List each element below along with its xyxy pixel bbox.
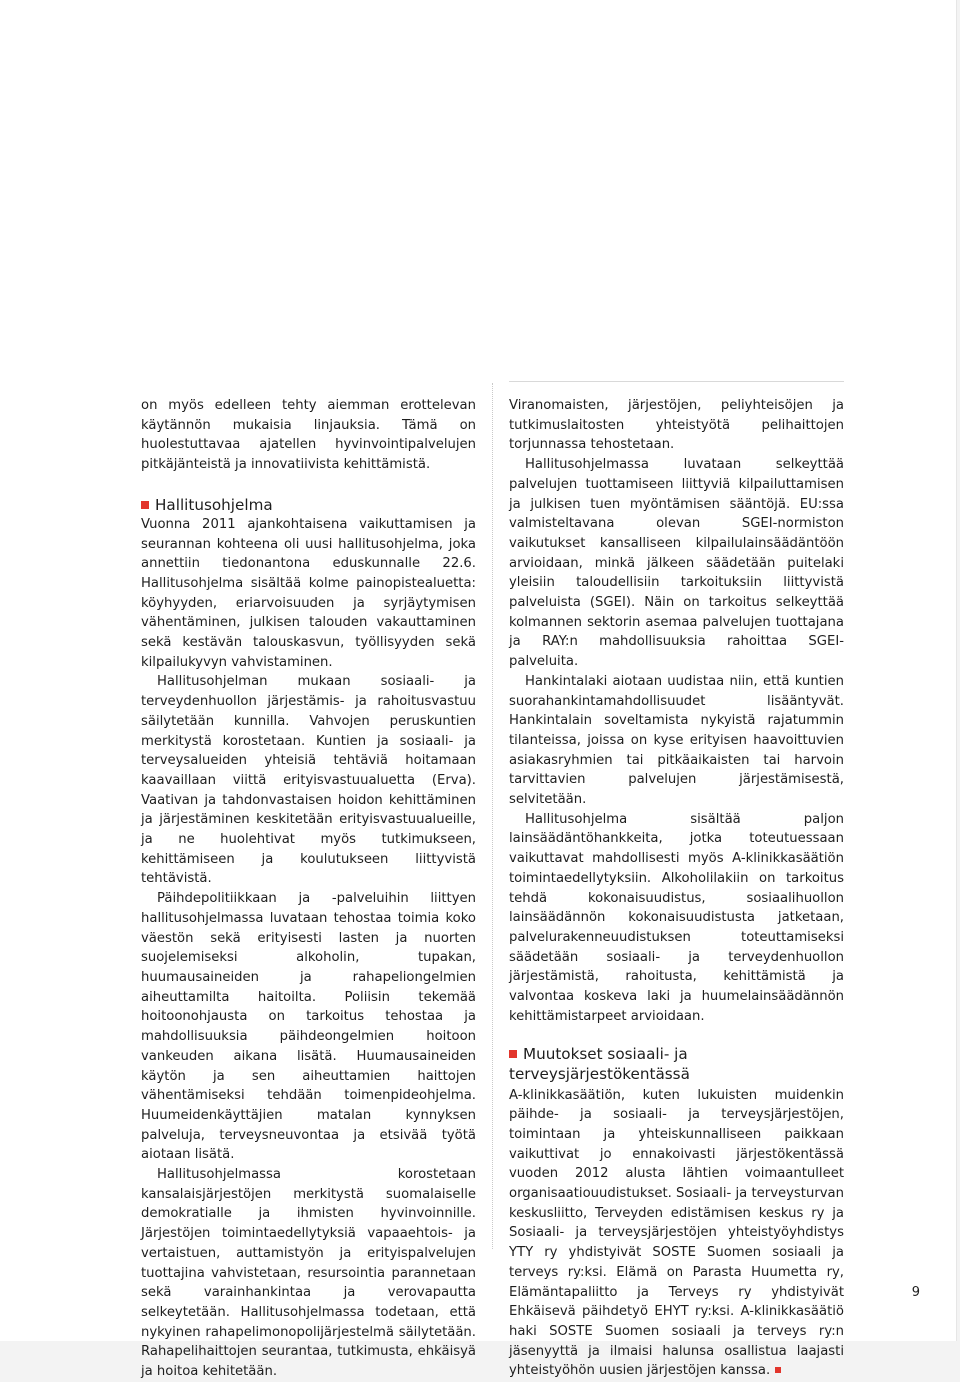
section-heading-text: Muutokset sosiaali- ja terveysjärjestökentässä <box>509 1044 690 1083</box>
paragraph <box>509 1086 844 1382</box>
page-number: 9 <box>911 1285 920 1300</box>
red-square-bullet-icon <box>509 1050 517 1058</box>
paragraph: Hallitusohjelmassa luvataan selkeyttää palvelujen tuottamiseen liittyviä kilpailuttamisen ja julkisen tuen myöntämisen sääntöjä. EU:ssa valmisteltavana olevan SGEI-normiston vaikutukset kansalliseen kilpailulainsäädäntöön arvioidaan, minkä jälkeen säädetään puitelaki yleisiin taloudellisiin tarkoituksiin liittyvistä palveluista (SGEI). Näin on tarkoitus selkeyttää kolmannen sektorin asemaa palvelujen tuottajana ja RAY:n mahdollisuuksia rahoittaa SGEI-palveluita. <box>509 457 844 670</box>
paragraph-text: A-klinikkasäätiön, kuten lukuisten muidenkin päihde- ja sosiaali- ja terveysjärjestöjen, toimintaan ja yhteiskunnalliseen paikkaan vaikuttivat jo ennakoivasti järjestökentässä vuoden 2012 alusta lähtien voimaantulleet organisaatiouudistukset. Sosiaali- ja terveysturvan keskusliitto, Terveyden edistämisen keskus ry ja Sosiaali- ja terveysjärjestöjen yhteistyöyhdistys YTY ry yhdistyivät SOSTE Suomen sosiaali ja terveys ry:ksi. Elämä on Parasta Huumetta ry, Elämäntapaliitto ja Terveys ry yhdistyivät Ehkäisevä päihdetyö EHYT ry:ksi. A-klinikkasäätiö haki SOSTE Suomen sosiaali ja terveys ry:n jäsenyyttä ja ilmaisi halunsa osallistua laajasti yhteistyöhön uusien järjestöjen kanssa. <box>509 1087 844 1379</box>
right-column <box>509 396 844 1381</box>
paragraph: Hallitusohjelman mukaan sosiaali- ja terveydenhuollon järjestämis- ja rahoitusvastuu säilytetään kunnilla. Vahvojen peruskuntien merkitystä korostetaan. Kuntien ja sosiaali- ja terveysalueiden yhteisiä tehtäviä hoitamaan kaavaillaan viittä erityisvastuualuetta (Erva). Vaativan ja tahdonvastaisen hoidon kehittäminen ja järjestäminen keskitetään erityisvastuualueille, ja ne huolehtivat myös tutkimukseen, kehittämiseen ja koulutukseen liittyvistä tehtävistä. <box>141 674 476 887</box>
paragraph: Hallitusohjelmassa korostetaan kansalaisjärjestöjen merkitystä suomalaiselle demokratialle ja ihmisten hyvinvoinnille. Järjestöjen toimintaedellytyksiä vapaaehtois- ja vertaistuen, auttamistyön ja erityispalvelujen tuottajina vahvistetaan, resursointia parannetaan sekä varainhankintaa ja verovapautta selkeytetään. Hallitusohjelmassa todetaan, että nykyinen rahapelimonopolijärjestelmä säilytetään. Rahapelihaittojen seurantaa, tutkimusta, ehkäisyä ja hoitoa kehitetään. <box>141 1167 476 1380</box>
paragraph: Viranomaisten, järjestöjen, peliyhteisöjen ja tutkimuslaitosten yhteistyötä pelihaittojen torjunnassa tehostetaan. <box>509 398 844 453</box>
end-of-article-square-icon <box>775 1367 781 1373</box>
section-heading-text: Hallitusohjelma <box>155 495 273 514</box>
top-rule <box>509 381 844 382</box>
column-divider <box>492 383 493 1249</box>
paragraph: Hankintalaki aiotaan uudistaa niin, että kuntien suorahankintamahdollisuudet lisääntyvät. Hankintalain soveltamista nykyistä rajatummin tilanteissa, joissa on kyse erityisen haavoittuvien asiakasryhmien tai pitkäaikaisten tai harvoin tarvittavien palvelujen järjestämisestä, selvitetään. <box>509 673 844 808</box>
paragraph: Päihdepolitiikkaan ja -palveluihin liittyen hallitusohjelmassa luvataan tehostaa toimia koko väestön sekä erityisesti lasten ja nuorten suojelemiseksi alkoholin, tupakan, huumausaineiden ja rahapeliongelmien aiheuttamilta haitoilta. Poliisin tekemää hoitoonohjausta on tarkoitus tehostaa ja mahdollisuuksia päihdeongelmien hoitoon vankeuden aikana lisätä. Huumausaineiden käytön ja sen aiheuttamien haittojen vähentämiseksi tehdään toimenpideohjelma. Huumeidenkäyttäjien matalan kynnyksen palveluja, terveysneuvontaa ja etsivää työtä aiotaan lisätä. <box>141 891 476 1163</box>
paragraph: Hallitusohjelma sisältää paljon lainsäädäntöhankkeita, jotka toteutuessaan vaikuttavat mahdollisesti myös A-klinikkasäätiön toimintaedellytyksiin. Alkoholilakiin on tarkoitus tehdä kokonaisuudistus, sosiaalihuollon lainsäädännön kokonaisuudistusta jatketaan, palvelurakenneuudistuksen toteuttamiseksi säädetään sosiaali- ja terveydenhuollon järjestämistä, rahoitusta, kehittämistä ja valvontaa koskeva laki ja huumelainsäädännön kehittämistarpeet arvioidaan. <box>509 811 844 1024</box>
paragraph: on myös edelleen tehty aiemman erottelevan käytännön mukaisia linjauksia. Tämä on huolestuttavaa ajatellen hyvinvointipalvelujen pitkäjänteistä ja innovatiivista kehittämistä. <box>141 398 476 473</box>
left-column <box>141 396 476 1382</box>
paragraph: Vuonna 2011 ajankohtaisena vaikuttamisen ja seurannan kohteena oli uusi hallitusohjelma, joka annettiin tiedonantona eduskunnalle 22.6. Hallitusohjelma sisältää kolme painopistealuetta: köyhyyden, eriarvoisuuden ja syrjäytymisen vähentäminen, julkisen talouden vakauttaminen sekä kestävän talouskasvun, työllisyyden sekä kilpailukyvyn vahvistaminen. <box>141 516 476 670</box>
section-heading <box>141 495 476 515</box>
section-heading <box>509 1044 844 1084</box>
red-square-bullet-icon <box>141 501 149 509</box>
